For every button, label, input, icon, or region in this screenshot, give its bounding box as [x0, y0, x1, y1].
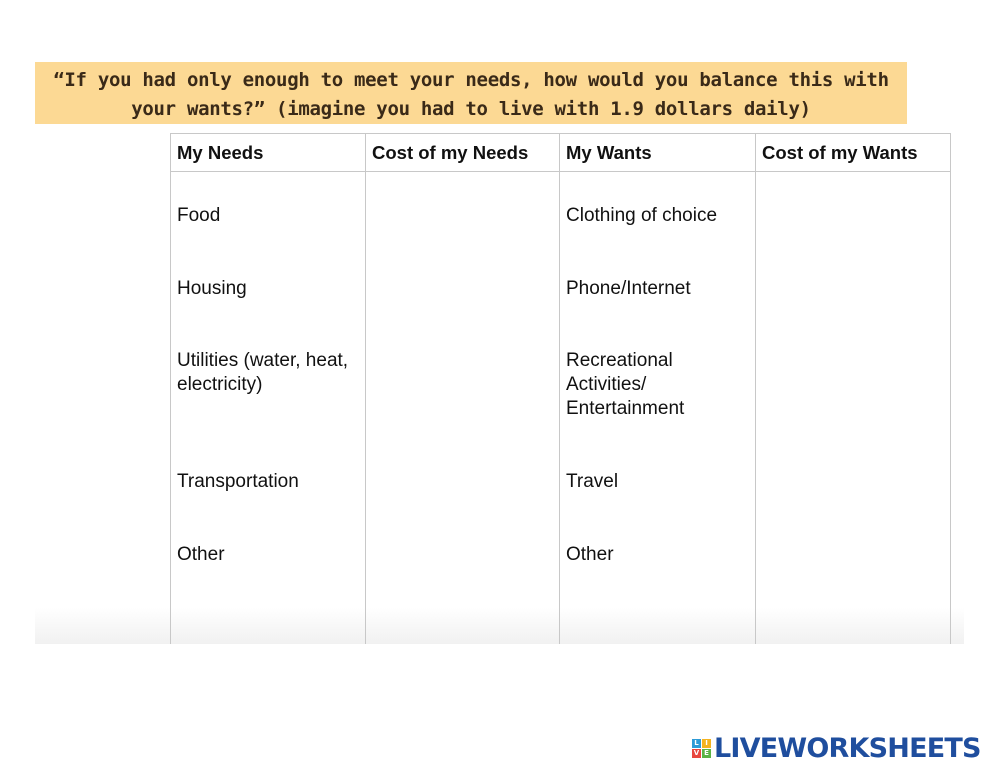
need-item-other: Other — [177, 544, 225, 565]
prompt-banner — [35, 62, 907, 124]
header-cost-of-needs: Cost of my Needs — [366, 134, 560, 172]
need-item-food: Food — [177, 205, 221, 226]
need-item-housing: Housing — [177, 278, 247, 299]
prompt-line-1: “If you had only enough to meet your needs, how would you balance this with — [53, 69, 889, 91]
logo-mark-l: L — [692, 739, 701, 748]
need-item-transportation: Transportation — [177, 471, 299, 492]
cost-of-needs-column[interactable] — [366, 172, 560, 644]
liveworksheets-logo — [692, 733, 981, 763]
want-item-travel: Travel — [566, 471, 619, 492]
table-body-row — [171, 172, 951, 644]
header-my-wants: My Wants — [560, 134, 756, 172]
logo-text: LIVEWORKSHEETS — [714, 732, 981, 764]
want-item-phone-internet: Phone/Internet — [566, 278, 691, 299]
want-item-recreation: Recreational Activities/ Entertainment — [566, 350, 685, 419]
table-header-row — [171, 134, 951, 172]
logo-mark-icon — [692, 739, 711, 758]
header-cost-of-wants: Cost of my Wants — [756, 134, 951, 172]
cost-of-wants-column[interactable] — [756, 172, 951, 644]
want-item-clothing: Clothing of choice — [566, 205, 718, 226]
want-item-other: Other — [566, 544, 614, 565]
header-my-needs: My Needs — [171, 134, 366, 172]
logo-mark-e: E — [702, 749, 711, 758]
prompt-line-2: your wants?” (imagine you had to live with 1.9 dollars daily) — [131, 98, 811, 120]
logo-mark-v: V — [693, 748, 700, 757]
logo-mark-i: I — [702, 739, 711, 748]
need-item-utilities: Utilities (water, heat, electricity) — [177, 350, 349, 395]
needs-column — [171, 172, 366, 644]
